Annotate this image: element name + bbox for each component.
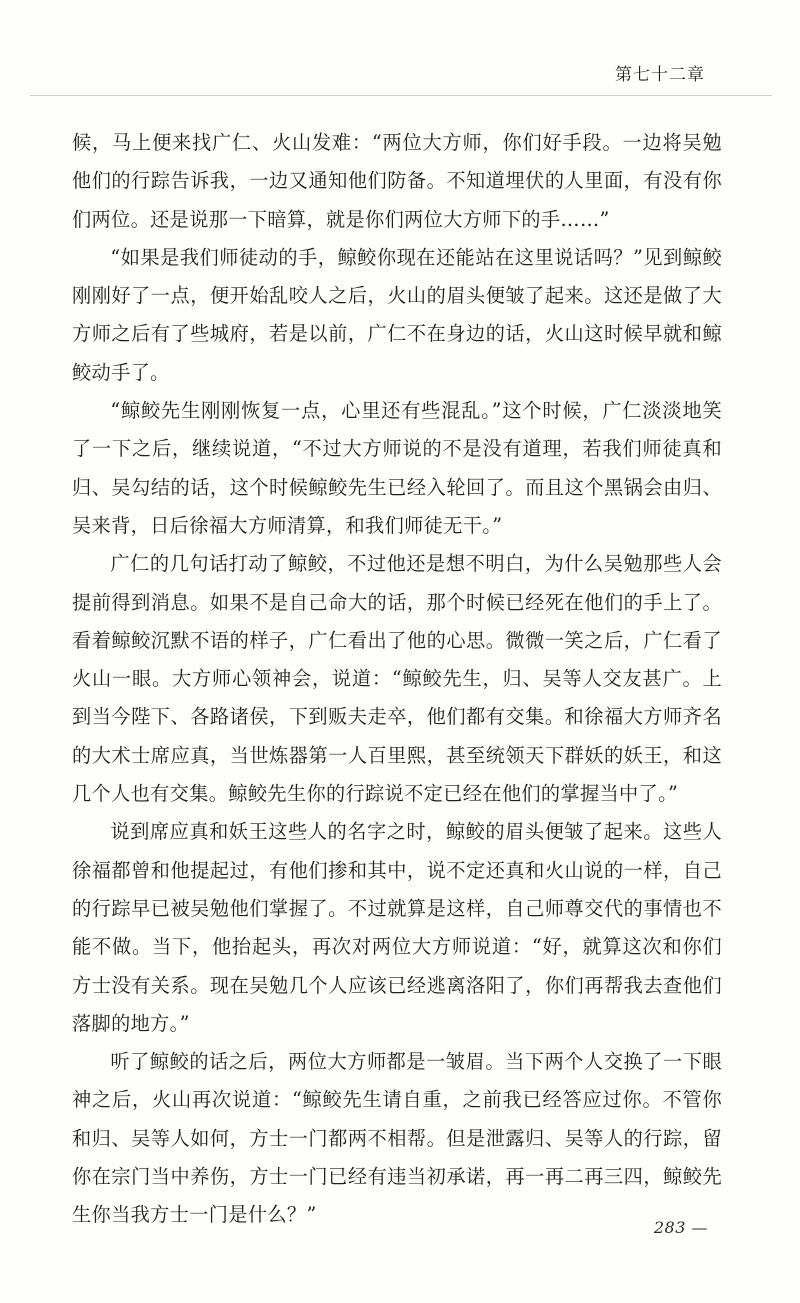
chapter-running-head: 第七十二章 xyxy=(615,65,705,85)
paragraph: “鲸鲛先生刚刚恢复一点，心里还有些混乱。”这个时候，广仁淡淡地笑了一下之后，继续说道，“不过大方师说的不是没有道理，若我们师徒真和归、吴勾结的话，这个时候鲸鲛先生已经入轮回了。而且这个黑锅会由归、吴来背，日后徐福大方师清算，和我们师徒无干。” xyxy=(72,399,722,537)
paragraph: 说到席应真和妖王这些人的名字之时，鲸鲛的眉头便皱了起来。这些人徐福都曾和他提起过，有他们掺和其中，说不定还真和火山说的一样，自己的行踪早已被吴勉他们掌握了。不过就算是这样，自己师尊交代的事情也不能不做。当下，他抬起头，再次对两位大方师说道：“好，就算这次和你们方士没有关系。现在吴勉几个人应该已经逃离洛阳了，你们再帮我去查他们落脚的地方。” xyxy=(72,820,722,1035)
paragraph: 广仁的几句话打动了鲸鲛，不过他还是想不明白，为什么吴勉那些人会提前得到消息。如果不是自己命大的话，那个时候已经死在他们的手上了。看着鲸鲛沉默不语的样子，广仁看出了他的心思。微微一笑之后，广仁看了火山一眼。大方师心领神会，说道：“鲸鲛先生，归、吴等人交友甚广。上到当今陛下、各路诸侯，下到贩夫走卒，他们都有交集。和徐福大方师齐名的大术士席应真，当世炼器第一人百里熙，甚至统领天下群妖的妖王，和这几个人也有交集。鲸鲛先生你的行踪说不定已经在他们的掌握当中了。” xyxy=(72,552,722,806)
page-number-dash: — xyxy=(691,1218,708,1237)
paragraph: 听了鲸鲛的话之后，两位大方师都是一皱眉。当下两个人交换了一下眼神之后，火山再次说道：“鲸鲛先生请自重，之前我已经答应过你。不管你和归、吴等人如何，方士一门都两不相帮。但是泄露归、吴等人的行踪，留你在宗门当中养伤，方士一门已经有违当初承诺，再一再二再三四，鲸鲛先生你当我方士一门是什么？” xyxy=(72,1050,722,1227)
paragraph-continued: 候，马上便来找广仁、火山发难：“两位大方师，你们好手段。一边将吴勉他们的行踪告诉我，一边又通知他们防备。不知道埋伏的人里面，有没有你们两位。还是说那一下暗算，就是你们两位大方师下的手……” xyxy=(72,131,722,231)
page-footer xyxy=(654,1218,708,1237)
body-text xyxy=(72,124,722,1235)
page-number: 283 xyxy=(653,1218,686,1237)
header-rule xyxy=(30,95,772,96)
paragraph: “如果是我们师徒动的手，鲸鲛你现在还能站在这里说话吗？”见到鲸鲛刚刚好了一点，便开始乱咬人之后，火山的眉头便皱了起来。这还是做了大方师之后有了些城府，若是以前，广仁不在身边的话，火山这时候早就和鲸鲛动手了。 xyxy=(72,245,722,384)
